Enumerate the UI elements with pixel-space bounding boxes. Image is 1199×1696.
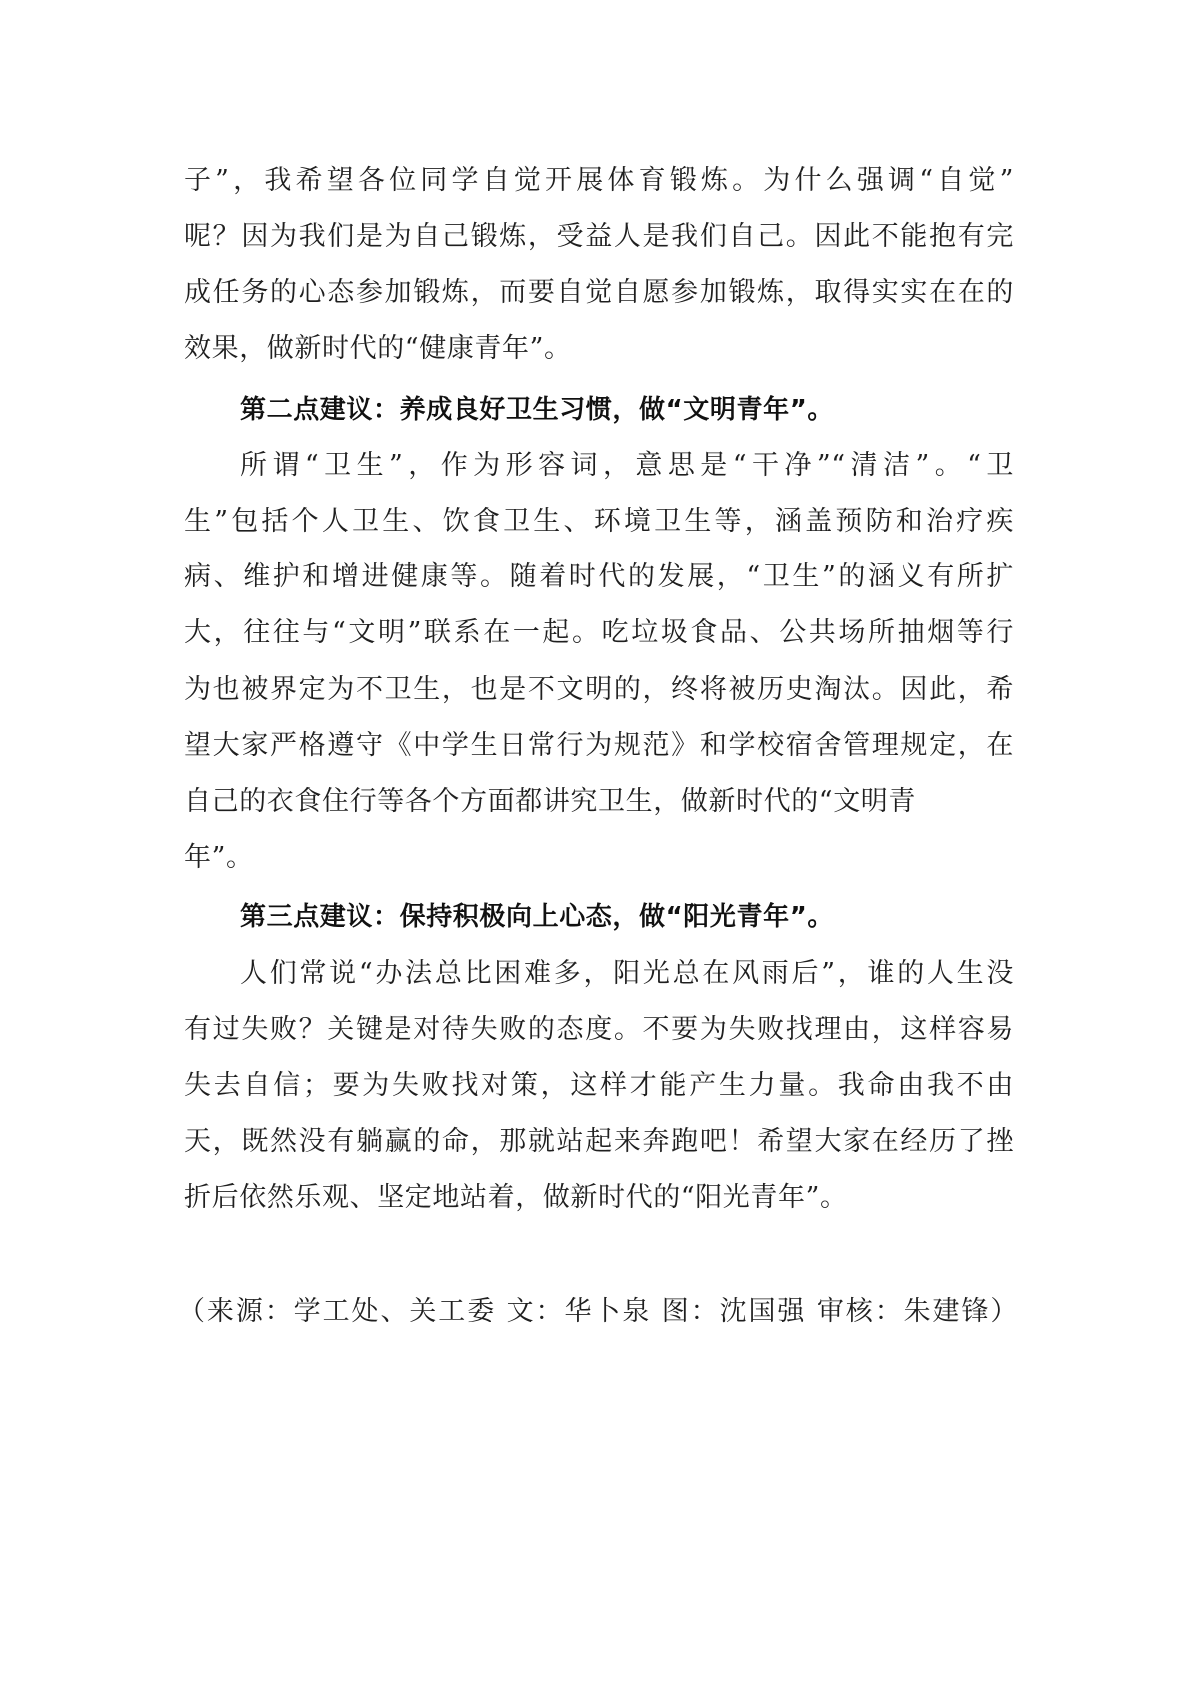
source-credit: （来源：学工处、关工委 文：华卜泉 图：沈国强 审核：朱建锋） [178, 1296, 1018, 1327]
paragraph-2-line-1: 所谓“卫生”，作为形容词，意思是“干净”“清洁”。“卫 [240, 450, 1014, 481]
paragraph-3-line-5: 折后依然乐观、坚定地站着，做新时代的“阳光青年”。 [184, 1182, 848, 1213]
paragraph-3-line-3: 失去自信；要为失败找对策，这样才能产生力量。我命由我不由 [184, 1070, 1014, 1101]
paragraph-1-line-2: 呢？因为我们是为自己锻炼，受益人是我们自己。因此不能抱有完 [184, 221, 1014, 252]
paragraph-1-line-1: 子”，我希望各位同学自觉开展体育锻炼。为什么强调“自觉” [184, 165, 1014, 196]
paragraph-2-line-2: 生”包括个人卫生、饮食卫生、环境卫生等，涵盖预防和治疗疾 [184, 506, 1014, 537]
paragraph-3-line-2: 有过失败？关键是对待失败的态度。不要为失败找理由，这样容易 [184, 1014, 1014, 1045]
paragraph-2-line-3: 病、维护和增进健康等。随着时代的发展，“卫生”的涵义有所扩 [184, 561, 1014, 592]
paragraph-2-line-8: 年”。 [184, 842, 254, 873]
heading-suggestion-2: 第二点建议：养成良好卫生习惯，做“文明青年”。 [240, 395, 834, 425]
paragraph-1-line-3: 成任务的心态参加锻炼，而要自觉自愿参加锻炼，取得实实在在的 [184, 277, 1014, 308]
paragraph-2-line-6: 望大家严格遵守《中学生日常行为规范》和学校宿舍管理规定，在 [184, 730, 1014, 761]
paragraph-3-line-1: 人们常说“办法总比困难多，阳光总在风雨后”，谁的人生没 [240, 958, 1014, 989]
paragraph-2-line-4: 大，往往与“文明”联系在一起。吃垃圾食品、公共场所抽烟等行 [184, 617, 1014, 648]
paragraph-2-line-7: 自己的衣食住行等各个方面都讲究卫生，做新时代的“文明青 [184, 786, 917, 817]
heading-suggestion-3: 第三点建议：保持积极向上心态，做“阳光青年”。 [240, 902, 834, 932]
paragraph-1-line-4: 效果，做新时代的“健康青年”。 [184, 333, 572, 364]
paragraph-2-line-5: 为也被界定为不卫生，也是不文明的，终将被历史淘汰。因此，希 [184, 674, 1014, 705]
paragraph-3-line-4: 天，既然没有躺赢的命，那就站起来奔跑吧！希望大家在经历了挫 [184, 1126, 1014, 1157]
